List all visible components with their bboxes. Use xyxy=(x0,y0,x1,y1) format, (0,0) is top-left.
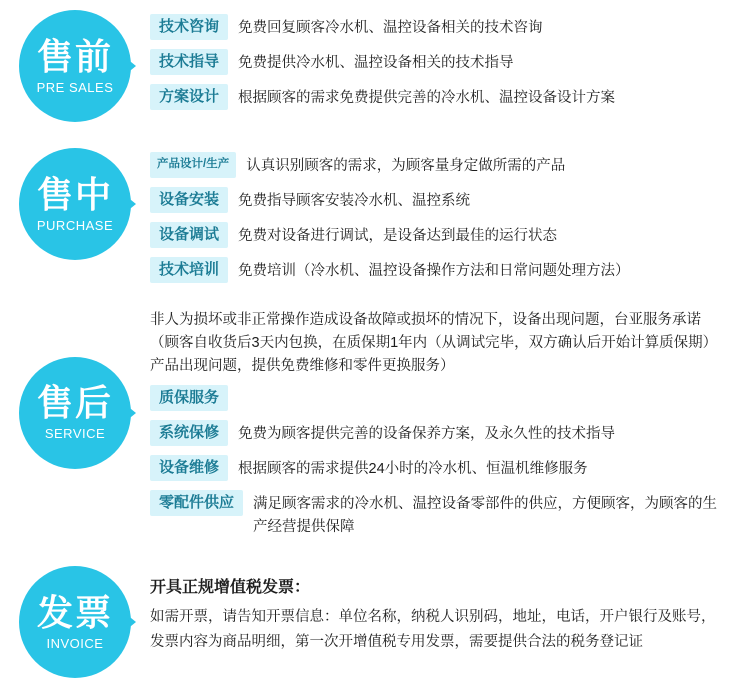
list-item xyxy=(150,257,750,283)
item-description: 满足顾客需求的冷水机、温控设备零部件的供应，方便顾客，为顾客的生产经营提供保障 xyxy=(253,496,718,535)
list-item xyxy=(150,14,750,40)
rows-pre-sales xyxy=(150,10,750,110)
tag-label: 设备安装 xyxy=(150,187,228,213)
list-item xyxy=(150,187,750,213)
list-item xyxy=(150,385,720,411)
badge-title-en: SERVICE xyxy=(44,426,106,442)
badge-title-en: PRE SALES xyxy=(36,79,114,95)
tag-label: 设备维修 xyxy=(150,455,228,481)
service-warranty-intro: 非人为损坏或非正常操作造成设备故障或损坏的情况下，设备出现问题，台亚服务承诺（顾客自收货后3天内包换，在质保期1年内（从调试完毕，双方确认后开始计算质保期）产品出现问题，提供免费维修和零件更换服务） xyxy=(150,311,718,375)
badge-service xyxy=(19,357,131,469)
rows-service xyxy=(150,305,750,539)
arrow-right-icon xyxy=(126,58,136,74)
list-item xyxy=(150,49,750,75)
badge-pre-sales xyxy=(19,10,131,122)
badge-invoice xyxy=(19,566,131,678)
item-description: 免费为顾客提供完善的设备保养方案，及永久性的技术指导 xyxy=(238,426,616,443)
list-item xyxy=(150,84,750,110)
list-item xyxy=(150,455,720,481)
list-item xyxy=(150,420,720,446)
badge-purchase xyxy=(19,148,131,260)
item-description: 根据顾客的需求免费提供完善的冷水机、温控设备设计方案 xyxy=(238,90,616,106)
badge-title-cn: 售前 xyxy=(36,35,113,77)
tag-label: 零配件供应 xyxy=(150,490,243,516)
invoice-body xyxy=(150,566,750,654)
section-purchase xyxy=(0,148,750,283)
item-description: 免费回复顾客冷水机、温控设备相关的技术咨询 xyxy=(238,20,543,36)
badge-wrap-pre-sales xyxy=(0,10,150,122)
item-description: 免费培训（冷水机、温控设备操作方法和日常问题处理方法） xyxy=(238,262,630,279)
badge-wrap-invoice xyxy=(0,566,150,678)
section-service xyxy=(0,305,750,539)
arrow-right-icon xyxy=(126,614,136,630)
arrow-right-icon xyxy=(126,405,136,421)
item-description: 免费对设备进行调试，是设备达到最佳的运行状态 xyxy=(238,227,558,244)
tag-label: 技术咨询 xyxy=(150,14,228,40)
invoice-title: 开具正规增值税发票： xyxy=(150,579,311,597)
invoice-text: 如需开票，请告知开票信息：单位名称，纳税人识别码，地址，电话，开户银行及账号，发票内容为商品明细，第一次开增值税专用发票，需要提供合法的税务登记证 xyxy=(150,609,716,650)
rows-purchase xyxy=(150,148,750,283)
section-pre-sales xyxy=(0,10,750,122)
badge-title-en: INVOICE xyxy=(46,635,104,651)
tag-label: 技术指导 xyxy=(150,49,228,75)
list-item xyxy=(150,222,750,248)
tag-label: 设备调试 xyxy=(150,222,228,248)
section-invoice xyxy=(0,566,750,678)
item-description: 根据顾客的需求提供24小时的冷水机、恒温机维修服务 xyxy=(238,461,588,478)
tag-label: 系统保修 xyxy=(150,420,228,446)
badge-title-cn: 售后 xyxy=(36,382,113,424)
arrow-right-icon xyxy=(126,196,136,212)
item-description: 认真识别顾客的需求，为顾客量身定做所需的产品 xyxy=(246,158,566,174)
tag-label: 技术培训 xyxy=(150,257,228,283)
tag-label: 方案设计 xyxy=(150,84,228,110)
list-item xyxy=(150,490,720,538)
badge-wrap-service xyxy=(0,305,150,469)
badge-title-cn: 发票 xyxy=(36,591,113,633)
service-policy-infographic xyxy=(0,10,750,651)
item-description: 免费提供冷水机、温控设备相关的技术指导 xyxy=(238,55,514,71)
tag-label: 产品设计/生产 xyxy=(150,152,236,178)
badge-wrap-purchase xyxy=(0,148,150,260)
badge-title-en: PURCHASE xyxy=(36,217,114,233)
tag-label: 质保服务 xyxy=(150,385,228,411)
list-item xyxy=(150,152,750,178)
badge-title-cn: 售中 xyxy=(36,173,113,215)
item-description: 免费指导顾客安装冷水机、温控系统 xyxy=(238,192,471,209)
